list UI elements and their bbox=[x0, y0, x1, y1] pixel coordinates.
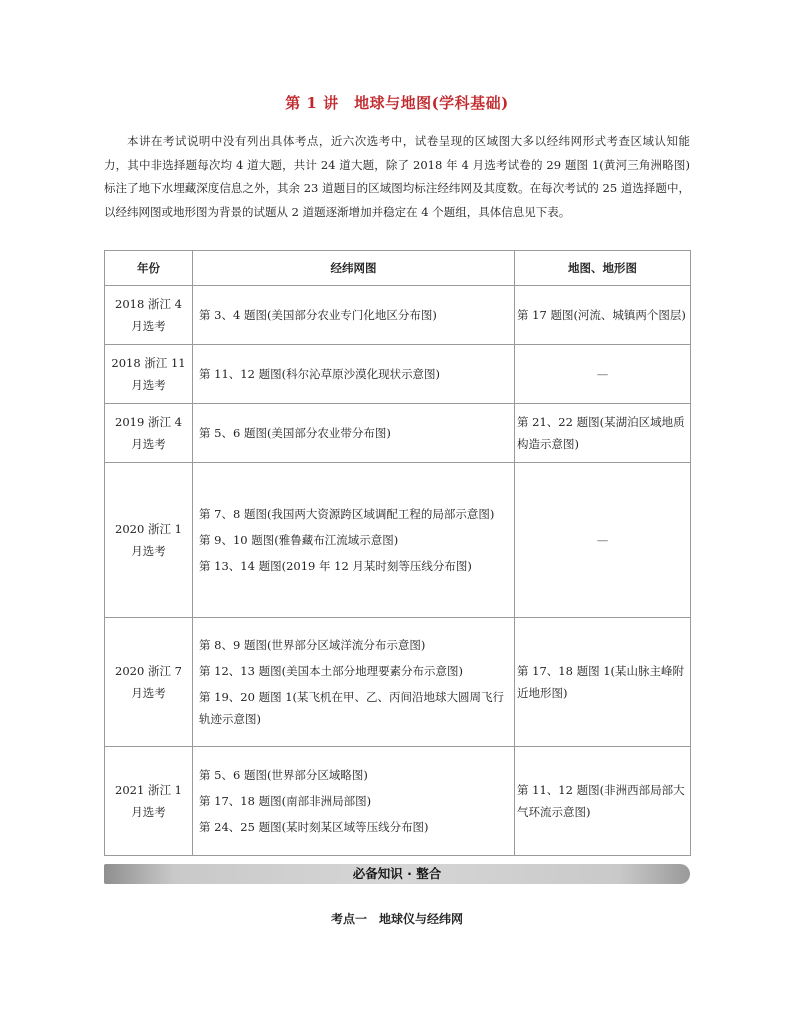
grid-cell bbox=[193, 463, 515, 618]
table-row bbox=[105, 618, 691, 747]
exam-info-table bbox=[104, 250, 691, 856]
header-year: 年份 bbox=[105, 251, 193, 286]
year-cell: 2018 浙江 11 月选考 bbox=[105, 345, 193, 404]
section-banner: 必备知识 · 整合 bbox=[104, 864, 690, 884]
year-cell: 2020 浙江 1 月选考 bbox=[105, 463, 193, 618]
table-row bbox=[105, 747, 691, 856]
grid-cell bbox=[193, 618, 515, 747]
grid-item: 第 8、9 题图(世界部分区域洋流分布示意图) bbox=[199, 638, 426, 652]
grid-item: 第 5、6 题图(世界部分区域略图) bbox=[199, 768, 368, 782]
lesson-title: 第 1 讲 地球与地图(学科基础) bbox=[285, 94, 509, 112]
map-cell: — bbox=[515, 463, 691, 618]
map-cell: 第 21、22 题图(某湖泊区域地质构造示意图) bbox=[515, 404, 691, 463]
year-cell: 2021 浙江 1 月选考 bbox=[105, 747, 193, 856]
grid-item: 第 19、20 题图 1(某飞机在甲、乙、丙间沿地球大圆周飞行轨迹示意图) bbox=[199, 690, 505, 726]
grid-item: 第 11、12 题图(科尔沁草原沙漠化现状示意图) bbox=[199, 367, 441, 381]
grid-item: 第 7、8 题图(我国两大资源跨区域调配工程的局部示意图) bbox=[199, 507, 495, 521]
grid-cell bbox=[193, 286, 515, 345]
table-row bbox=[105, 404, 691, 463]
grid-item: 第 24、25 题图(某时刻某区域等压线分布图) bbox=[199, 820, 429, 834]
table-row bbox=[105, 286, 691, 345]
header-map: 地图、地形图 bbox=[515, 251, 691, 286]
year-cell: 2018 浙江 4 月选考 bbox=[105, 286, 193, 345]
grid-cell bbox=[193, 404, 515, 463]
year-cell: 2020 浙江 7 月选考 bbox=[105, 618, 193, 747]
section-subheading: 考点一 地球仪与经纬网 bbox=[330, 912, 463, 926]
map-cell: 第 17、18 题图 1(某山脉主峰附近地形图) bbox=[515, 618, 691, 747]
map-cell: 第 17 题图(河流、城镇两个图层) bbox=[515, 286, 691, 345]
table-row bbox=[105, 463, 691, 618]
grid-cell bbox=[193, 345, 515, 404]
grid-cell bbox=[193, 747, 515, 856]
grid-item: 第 12、13 题图(美国本土部分地理要素分布示意图) bbox=[199, 664, 464, 678]
grid-item: 第 17、18 题图(南部非洲局部图) bbox=[199, 794, 372, 808]
grid-item: 第 9、10 题图(雅鲁藏布江流域示意图) bbox=[199, 533, 399, 547]
grid-item: 第 3、4 题图(美国部分农业专门化地区分布图) bbox=[199, 308, 437, 322]
year-cell: 2019 浙江 4 月选考 bbox=[105, 404, 193, 463]
map-cell: — bbox=[515, 345, 691, 404]
map-cell: 第 11、12 题图(非洲西部局部大气环流示意图) bbox=[515, 747, 691, 856]
table-header-row bbox=[105, 251, 691, 286]
grid-item: 第 5、6 题图(美国部分农业带分布图) bbox=[199, 426, 391, 440]
grid-item: 第 13、14 题图(2019 年 12 月某时刻等压线分布图) bbox=[199, 559, 472, 573]
header-grid: 经纬网图 bbox=[193, 251, 515, 286]
table-row bbox=[105, 345, 691, 404]
intro-paragraph: 本讲在考试说明中没有列出具体考点，近六次选考中，试卷呈现的区域图大多以经纬网形式考查区域认知能力，其中非选择题每次均 4 道大题，共计 24 道大题，除了 2018 年 4 月选考试卷的 29 题图 1(黄河三角洲略图)标注了地下水埋藏深度信息之外，其余 23 道题目的区域图均标注经纬网及其度数。在每次考试的 25 道选择题中，以经纬网图或地形图为背景的试题从 2 道题逐渐增加并稳定在 4 个题组，具体信息见下表。 bbox=[104, 134, 690, 219]
